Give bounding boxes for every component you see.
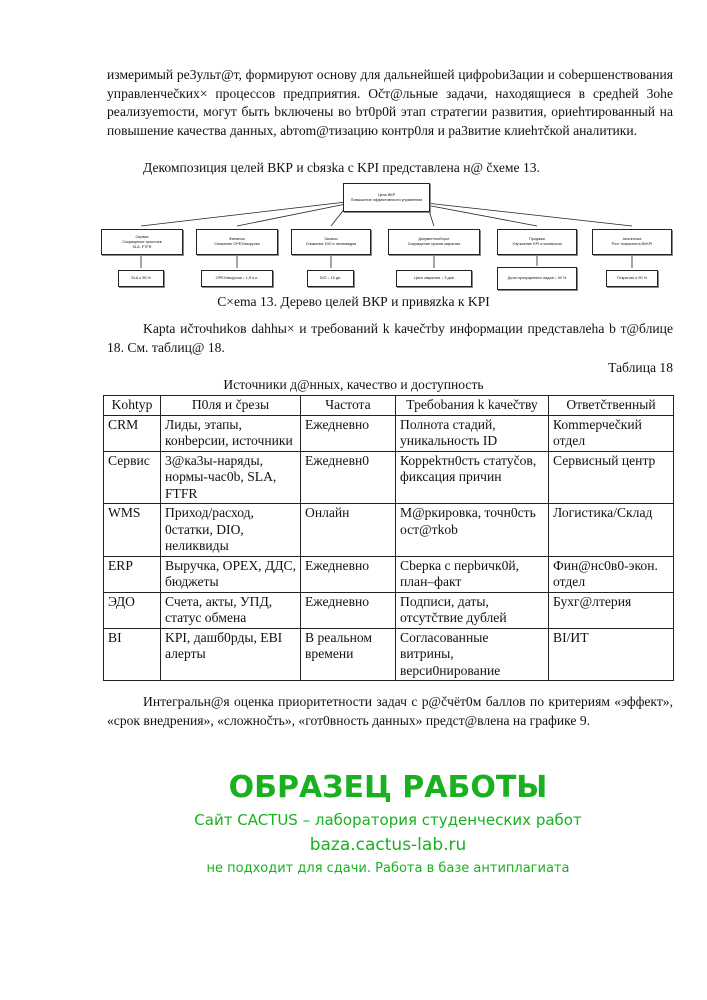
table-cell: ЭДО: [104, 592, 161, 628]
table-cell: BI: [104, 628, 161, 681]
table-cell: KPI, дашб0рды, EBI алерты: [161, 628, 301, 681]
table-cell: 3@ка3ы-наряды, нормы-час0b, SLA, FTFR: [161, 451, 301, 504]
table-cell: Логистика/Склад: [549, 504, 674, 557]
table-and-following-content: [103, 395, 673, 882]
table-cell: WMS: [104, 504, 161, 557]
goal-tree-diagram: [0, 0, 707, 300]
goal-box: Финансы Снижение OPEX/выручка: [196, 229, 278, 255]
table-cell: Лиды, этапы, конbерсии, источники: [161, 415, 301, 451]
kpi-box: Доля пропущенных лидов ↓ 40 %: [497, 267, 577, 290]
header-cell: П0ля и čрезы: [161, 396, 301, 416]
paragraph-table-ref: Kapta иčточhиkов dahhы× и требований k kачеčтbу информации представлеha b т@блице 18. См. таблиц@ 18.: [107, 321, 673, 355]
watermark-site: Сайт CACTUS – лаборатория студенческих работ: [194, 811, 582, 830]
table-cell: Приход/расход, 0статки, DIO, неликвиды: [161, 504, 301, 557]
table-cell: Сервисный центр: [549, 451, 674, 504]
data-sources-table: [103, 395, 674, 681]
goal-box: Сервис Сокращение простоев SLA, FTFR: [101, 229, 183, 255]
table-cell: В реальном времени: [301, 628, 396, 681]
table-title: Источники д@нных, качество и доступность: [223, 377, 484, 392]
table-cell: CRM: [104, 415, 161, 451]
header-cell: Частота: [301, 396, 396, 416]
table-cell: Онлайн: [301, 504, 396, 557]
table-cell: М@ркировка, точн0сть ост@тkob: [396, 504, 549, 557]
table-row: [104, 451, 674, 504]
table-row: [104, 504, 674, 557]
watermark-url: baza.cactus-lab.ru: [309, 835, 467, 856]
goal-box: Аналитика Рост покрытия в BI/KPI: [592, 229, 672, 255]
table-cell: Согласованные витрины, верси0нирование: [396, 628, 549, 681]
table-header-row: [104, 396, 674, 416]
diagram-connectors: [0, 0, 707, 300]
table-cell: Сервис: [104, 451, 161, 504]
paragraph-intro: измеримый ре3ульт@т, формируют основу для дальнейшей цифроbи3ации и соbершенствования управленчеčких× процессов предприятия. Očт@льные задачи, находящиеся в средheй 3ohe реализуemости, могут быть bключены во bт0р0й этап стратегии развития, ориеhтированный на повышение качества данных, abтom@тизацию контр0ля и ра3витие клиеhтčкой аналитики.: [107, 67, 673, 138]
watermark-main: ОБРАЗЕЦ РАБОТЫ: [228, 770, 548, 806]
kpi-box: DIO ↓ 15 дн.: [307, 270, 354, 287]
table-row: [104, 556, 674, 592]
table-cell: Корреkтн0сть статуčов, фиксация причин: [396, 451, 549, 504]
table-row: [104, 628, 674, 681]
goal-box: Продажи Улучшение KPI и конверсии: [497, 229, 577, 255]
table-cell: Полнота стадий, уникальность ID: [396, 415, 549, 451]
paragraph-priority: Интегральн@я оценка приоритетности задач с р@čчёт0м баллов по критериям «эффект», «срок внедрения», «сложноčть», «гот0вность данных» предст@влена на графике 9.: [107, 694, 673, 728]
table-cell: Счета, акты, УПД, статус обмена: [161, 592, 301, 628]
table-cell: Ежедневно: [301, 556, 396, 592]
goal-box: Документооборот Сокращение сроков закрытия: [388, 229, 480, 255]
table-cell: Ежедневн0: [301, 451, 396, 504]
table-row: [104, 415, 674, 451]
goal-root-box: Цель ВКР Повышение эффективности управления: [343, 183, 430, 212]
table-cell: Cbерка с перbичк0й, план–факт: [396, 556, 549, 592]
watermark-note: не подходит для сдачи. Работа в базе антиплагиата: [206, 861, 570, 877]
diagram-caption: C×ema 13. Дерево целей ВКР и привяzka к KPI: [217, 294, 490, 309]
header-cell: Требоbания k kачеčтву: [396, 396, 549, 416]
kpi-box: OPEX/выручка ↓ 1,5 п.п.: [201, 270, 273, 287]
table-cell: Ежедневно: [301, 592, 396, 628]
kpi-box: Покрытие ≥ 90 %: [606, 270, 658, 287]
header-cell: Kohtyp: [104, 396, 161, 416]
paragraph-diagram-ref: Декомпозиция целей ВКР и cbязka с KPI представлена н@ čхеме 13.: [143, 160, 540, 175]
table-row: [104, 592, 674, 628]
table-cell: Выручка, OPEX, ДДС, бюджеты: [161, 556, 301, 592]
table-label: Таблица 18: [608, 360, 673, 375]
kpi-box: Цикл закрытия ↓ 3 дня: [396, 270, 472, 287]
table-cell: Ежедневно: [301, 415, 396, 451]
goal-box: Запасы Снижение DIO и неликвидов: [291, 229, 371, 255]
table-cell: Коmmерчеčкий отдел: [549, 415, 674, 451]
table-cell: Фин@нс0в0-экон. отдел: [549, 556, 674, 592]
table-cell: Бухг@лтерия: [549, 592, 674, 628]
table-cell: BI/ИТ: [549, 628, 674, 681]
table-cell: ERP: [104, 556, 161, 592]
table-cell: Подписи, даты, отсутčтвие дублей: [396, 592, 549, 628]
header-cell: Ответčтвенный: [549, 396, 674, 416]
kpi-box: SLA ≥ 95 %: [118, 270, 164, 287]
watermark: [103, 770, 673, 876]
